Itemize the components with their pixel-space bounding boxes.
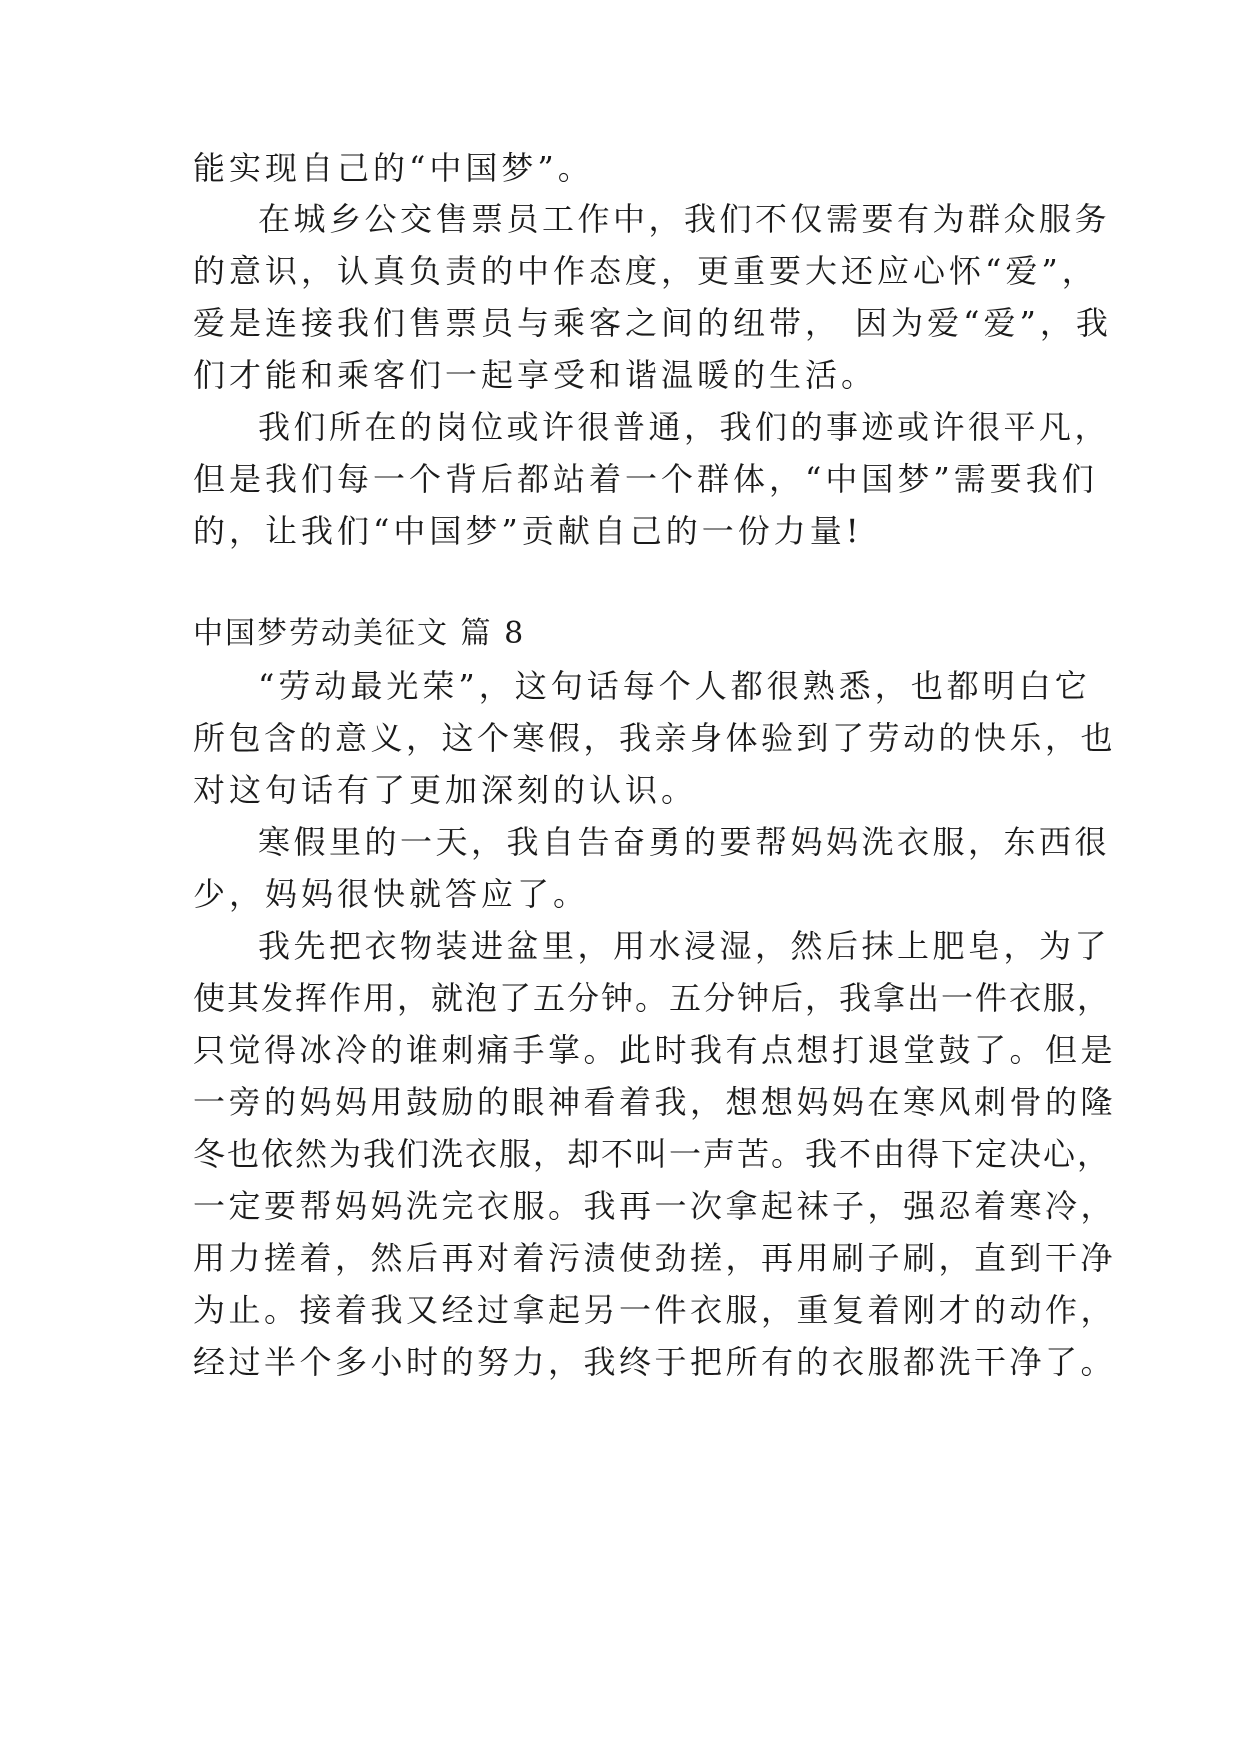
paragraph-line: 爱是连接我们售票员与乘客之间的纽带， 因为爱“爱”，我 xyxy=(193,304,1112,342)
paragraph-line: 为止。接着我又经过拿起另一件衣服，重复着刚才的动作， xyxy=(193,1291,1117,1329)
paragraph-line: 经过半个多小时的努力，我终于把所有的衣服都洗干净了。 xyxy=(193,1343,1117,1381)
paragraph-line: 对这句话有了更加深刻的认识。 xyxy=(193,771,698,809)
paragraph-line: 我们所在的岗位或许很普通，我们的事迹或许很平凡， xyxy=(258,408,1111,446)
paragraph-line: 但是我们每一个背后都站着一个群体，“中国梦”需要我们 xyxy=(193,460,1098,498)
paragraph-line: 在城乡公交售票员工作中，我们不仅需要有为群众服务 xyxy=(258,200,1111,238)
paragraph-line: 们才能和乘客们一起享受和谐温暖的生活。 xyxy=(193,356,878,394)
section-heading: 中国梦劳动美征文 篇 8 xyxy=(193,616,526,651)
paragraph-line: 寒假里的一天，我自告奋勇的要帮妈妈洗衣服，东西很 xyxy=(258,823,1111,861)
paragraph-line: “劳动最光荣”，这句话每个人都很熟悉，也都明白它 xyxy=(258,667,1091,705)
paragraph-line: 所包含的意义，这个寒假，我亲身体验到了劳动的快乐，也 xyxy=(193,719,1117,757)
paragraph-line: 少，妈妈很快就答应了。 xyxy=(193,875,590,913)
paragraph-line: 的，让我们“中国梦”贡献自己的一份力量! xyxy=(193,512,863,550)
paragraph-line: 只觉得冰冷的谁刺痛手掌。此时我有点想打退堂鼓了。但是 xyxy=(193,1031,1117,1069)
paragraph-line: 一旁的妈妈用鼓励的眼神看着我，想想妈妈在寒风刺骨的隆 xyxy=(193,1083,1117,1121)
paragraph-line: 我先把衣物装进盆里，用水浸湿，然后抹上肥皂，为了 xyxy=(258,927,1111,965)
paragraph-line: 使其发挥作用，就泡了五分钟。五分钟后，我拿出一件衣服， xyxy=(193,979,1112,1017)
paragraph-line: 冬也依然为我们洗衣服，却不叫一声苦。我不由得下定决心， xyxy=(193,1135,1112,1173)
paragraph-line: 能实现自己的“中国梦”。 xyxy=(193,149,594,187)
paragraph-line: 一定要帮妈妈洗完衣服。我再一次拿起袜子，强忍着寒冷， xyxy=(193,1187,1117,1225)
paragraph-line: 用力搓着，然后再对着污渍使劲搓，再用刷子刷，直到干净 xyxy=(193,1239,1117,1277)
paragraph-line: 的意识，认真负责的中作态度，更重要大还应心怀“爱”， xyxy=(193,252,1098,290)
